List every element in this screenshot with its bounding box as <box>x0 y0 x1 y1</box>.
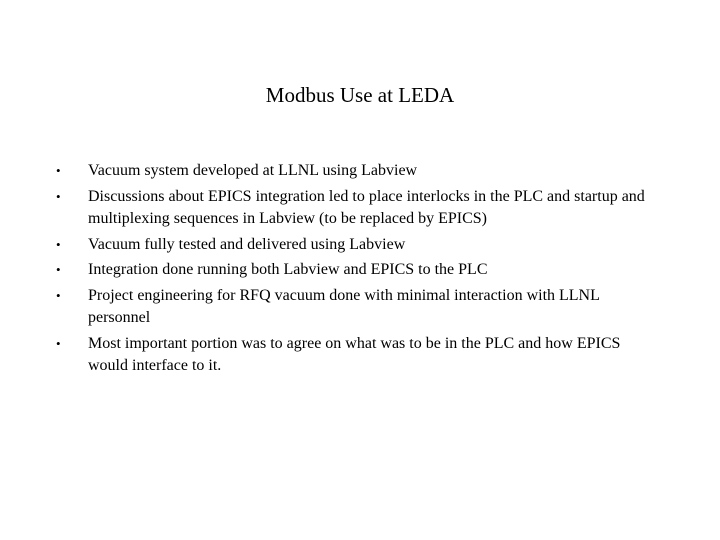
bullet-text: Discussions about EPICS integration led to place interlocks in the PLC and startup and multiplexing sequences in Labview (to be replaced by EPICS) <box>88 187 645 227</box>
bullet-item <box>56 259 656 282</box>
bullet-dot-icon: • <box>56 236 61 252</box>
bullet-dot-icon: • <box>56 335 61 351</box>
bullet-item <box>56 285 656 330</box>
bullet-dot-icon: • <box>56 163 61 178</box>
bullet-item <box>56 333 656 378</box>
bullet-text: Vacuum system developed at LLNL using Labview <box>88 162 418 179</box>
bullet-text: Project engineering for RFQ vacuum done with minimal interaction with LLNL personnel <box>88 286 600 326</box>
bullet-dot-icon: • <box>56 262 61 277</box>
bullet-dot-icon: • <box>56 287 61 303</box>
bullet-dot-icon: • <box>56 188 61 204</box>
bullet-item <box>56 186 656 231</box>
bullet-item <box>56 234 656 257</box>
bullet-text: Most important portion was to agree on what was to be in the PLC and how EPICS would interface to it. <box>88 334 621 374</box>
bullet-item <box>56 160 656 183</box>
bullet-text: Vacuum fully tested and delivered using Labview <box>88 235 406 253</box>
slide-title: Modbus Use at LEDA <box>265 83 455 107</box>
bullet-list <box>56 160 656 381</box>
bullet-text: Integration done running both Labview and EPICS to the PLC <box>88 261 488 278</box>
